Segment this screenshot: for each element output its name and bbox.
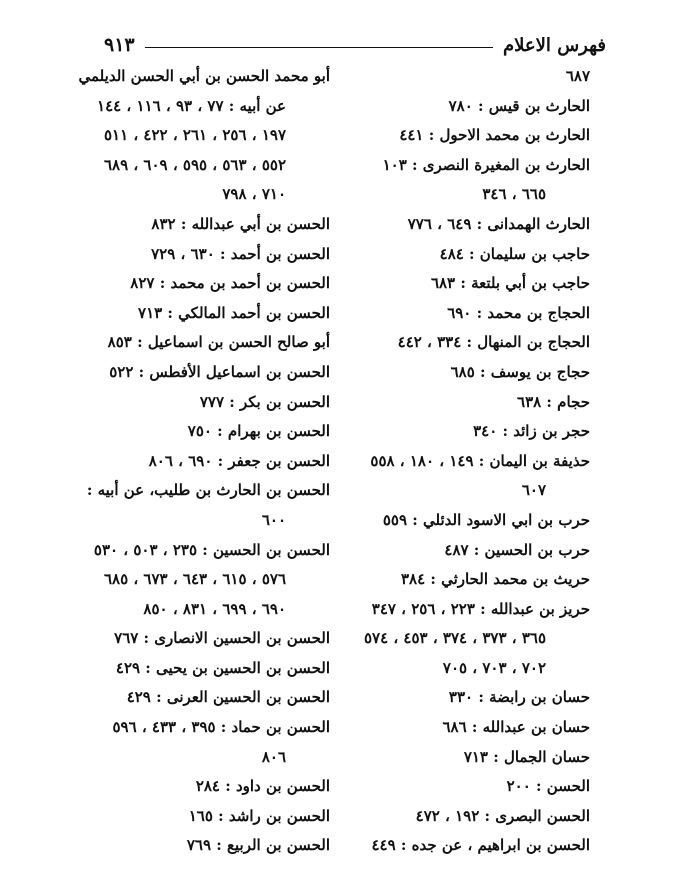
- index-entry: حاجب بن سليمان : ٤٨٤: [439, 244, 590, 263]
- index-entry: الحجاج بن المنهال : ٣٣٤ ، ٤٤٢: [397, 333, 590, 352]
- index-entry-continuation: ٥٧٦ ، ٦١٥ ، ٦٤٣ ، ٦٧٣ ، ٦٨٥: [103, 570, 286, 589]
- index-entry-continuation: ٨٠٦: [261, 747, 286, 766]
- index-column-left: [78, 62, 330, 861]
- index-entry: الحارث الهمدانى : ٦٤٩ ، ٧٧٦: [407, 214, 590, 233]
- page-number: ٩١٣: [104, 34, 135, 56]
- index-entry-continuation: ٥٥٢ ، ٥٦٣ ، ٥٩٥ ، ٦٠٩ ، ٦٨٩: [103, 155, 286, 174]
- index-entry: حرب بن الحسين : ٤٨٧: [444, 540, 590, 559]
- index-entry: حجاج بن يوسف : ٦٨٥: [450, 362, 590, 381]
- index-entry: حاجب بن أبي بلتعة : ٦٨٣: [430, 274, 590, 293]
- index-entry: الحسن بن الحسين بن يحيى : ٤٢٩: [115, 658, 330, 677]
- index-entry: الحسن بن الحسين : ٢٣٥ ، ٥٠٣ ، ٥٣٠: [93, 540, 330, 559]
- index-entry: الحسن : ٢٠٠: [506, 777, 590, 796]
- index-entry: الحجاج بن محمد : ٦٩٠: [447, 303, 590, 322]
- index-entry-continuation: عن أبيه : ٧٧ ، ٩٣ ، ١١٦ ، ١٤٤: [97, 96, 286, 115]
- index-entry: حجام : ٦٣٨: [517, 392, 590, 411]
- page-header: [104, 28, 606, 62]
- index-entry: حريث بن محمد الحارثي : ٣٨٤: [400, 570, 590, 589]
- index-entry: الحسن بن الحارث بن طليب، عن أبيه :: [86, 481, 330, 500]
- index-entry: الحارث بن محمد الاحول : ٤٤١: [399, 126, 590, 145]
- index-entry-continuation: ٦٠٧: [521, 481, 546, 500]
- index-entry: أبو محمد الحسن بن أبي الحسن الديلمي: [78, 67, 330, 85]
- index-entry: الحسن بن الحسين العرنى : ٤٢٩: [126, 688, 330, 707]
- index-entry: الحسن بن أحمد بن محمد : ٨٢٧: [130, 274, 330, 293]
- index-entry: الحسن بن اسماعيل الأفطس : ٥٢٢: [109, 362, 330, 381]
- index-entry-continuation: ٦٩٠ ، ٦٩٩ ، ٨٣١ ، ٨٥٠: [143, 599, 286, 618]
- index-entry: الحسن بن جعفر : ٦٩٠ ، ٨٠٦: [148, 451, 330, 470]
- index-entry-continuation: ٦٦٥ ، ٣٤٦: [482, 185, 546, 204]
- index-entry: الحسن بن أبي عبدالله : ٨٣٢: [151, 214, 330, 233]
- index-entry: الحسن بن أحمد المالكي : ٧١٣: [138, 303, 330, 322]
- index-entry-continuation: ١٩٧ ، ٢٥٦ ، ٢٦١ ، ٤٢٢ ، ٥١١: [103, 126, 286, 145]
- index-entry: الحسن البصرى : ١٩٢ ، ٤٧٢: [415, 806, 590, 825]
- index-entry: الحسن بن راشد : ١٦٥: [188, 806, 330, 825]
- index-entry: الحارث بن المغيرة النصرى : ١٠٣: [382, 155, 590, 174]
- index-entry-continuation: ٧١٠ ، ٧٩٨: [222, 185, 286, 204]
- index-entry: أبو صالح الحسن بن اسماعيل : ٨٥٣: [107, 333, 330, 352]
- index-entry: الحسن بن حماد : ٣٩٥ ، ٤٣٣ ، ٥٩٦: [112, 718, 330, 737]
- index-entry: حرب بن ابي الاسود الدئلي : ٥٥٩: [382, 510, 590, 529]
- index-entry: الحسن بن الحسين الانصارى : ٧٦٧: [114, 629, 330, 648]
- index-entry-continuation: ٣٦٥ ، ٣٧٣ ، ٣٧٤ ، ٤٥٣ ، ٥٧٤: [363, 629, 546, 648]
- index-entry-continuation: ٧٠٢ ، ٧٠٣ ، ٧٠٥: [442, 658, 546, 677]
- index-entry: حريز بن عبدالله : ٢٢٣ ، ٢٥٦ ، ٣٤٧: [371, 599, 590, 618]
- index-entry: حسان بن عبدالله : ٦٨٦: [442, 718, 590, 737]
- index-entry: الحسن بن بهرام : ٧٥٠: [187, 422, 330, 441]
- index-entry: ٦٨٧: [565, 67, 590, 85]
- index-entry: حسان الجمال : ٧١٣: [463, 747, 590, 766]
- index-entry: الحسن بن أحمد : ٦٣٠ ، ٧٢٩: [151, 244, 330, 263]
- index-entry: الحسن بن ابراهيم ، عن جده : ٤٤٩: [371, 836, 590, 855]
- index-entry: حذيفة بن اليمان : ١٤٩ ، ١٨٠ ، ٥٥٨: [370, 451, 590, 470]
- index-entry: الحسن بن الربيع : ٧٦٩: [186, 836, 330, 855]
- page-title: فهرس الاعلام: [503, 34, 606, 56]
- index-entry: الحارث بن قيس : ٧٨٠: [448, 96, 590, 115]
- header-rule: [145, 47, 493, 48]
- index-entry: الحسن بن بكر : ٧٧٧: [199, 392, 330, 411]
- index-entry: الحسن بن داود : ٢٨٤: [195, 777, 330, 796]
- index-entry: حسان بن رابضة : ٣٣٠: [448, 688, 590, 707]
- index-entry-continuation: ٦٠٠: [261, 510, 286, 529]
- index-entry: حجر بن زائد : ٣٤٠: [473, 422, 590, 441]
- index-column-right: [350, 62, 590, 861]
